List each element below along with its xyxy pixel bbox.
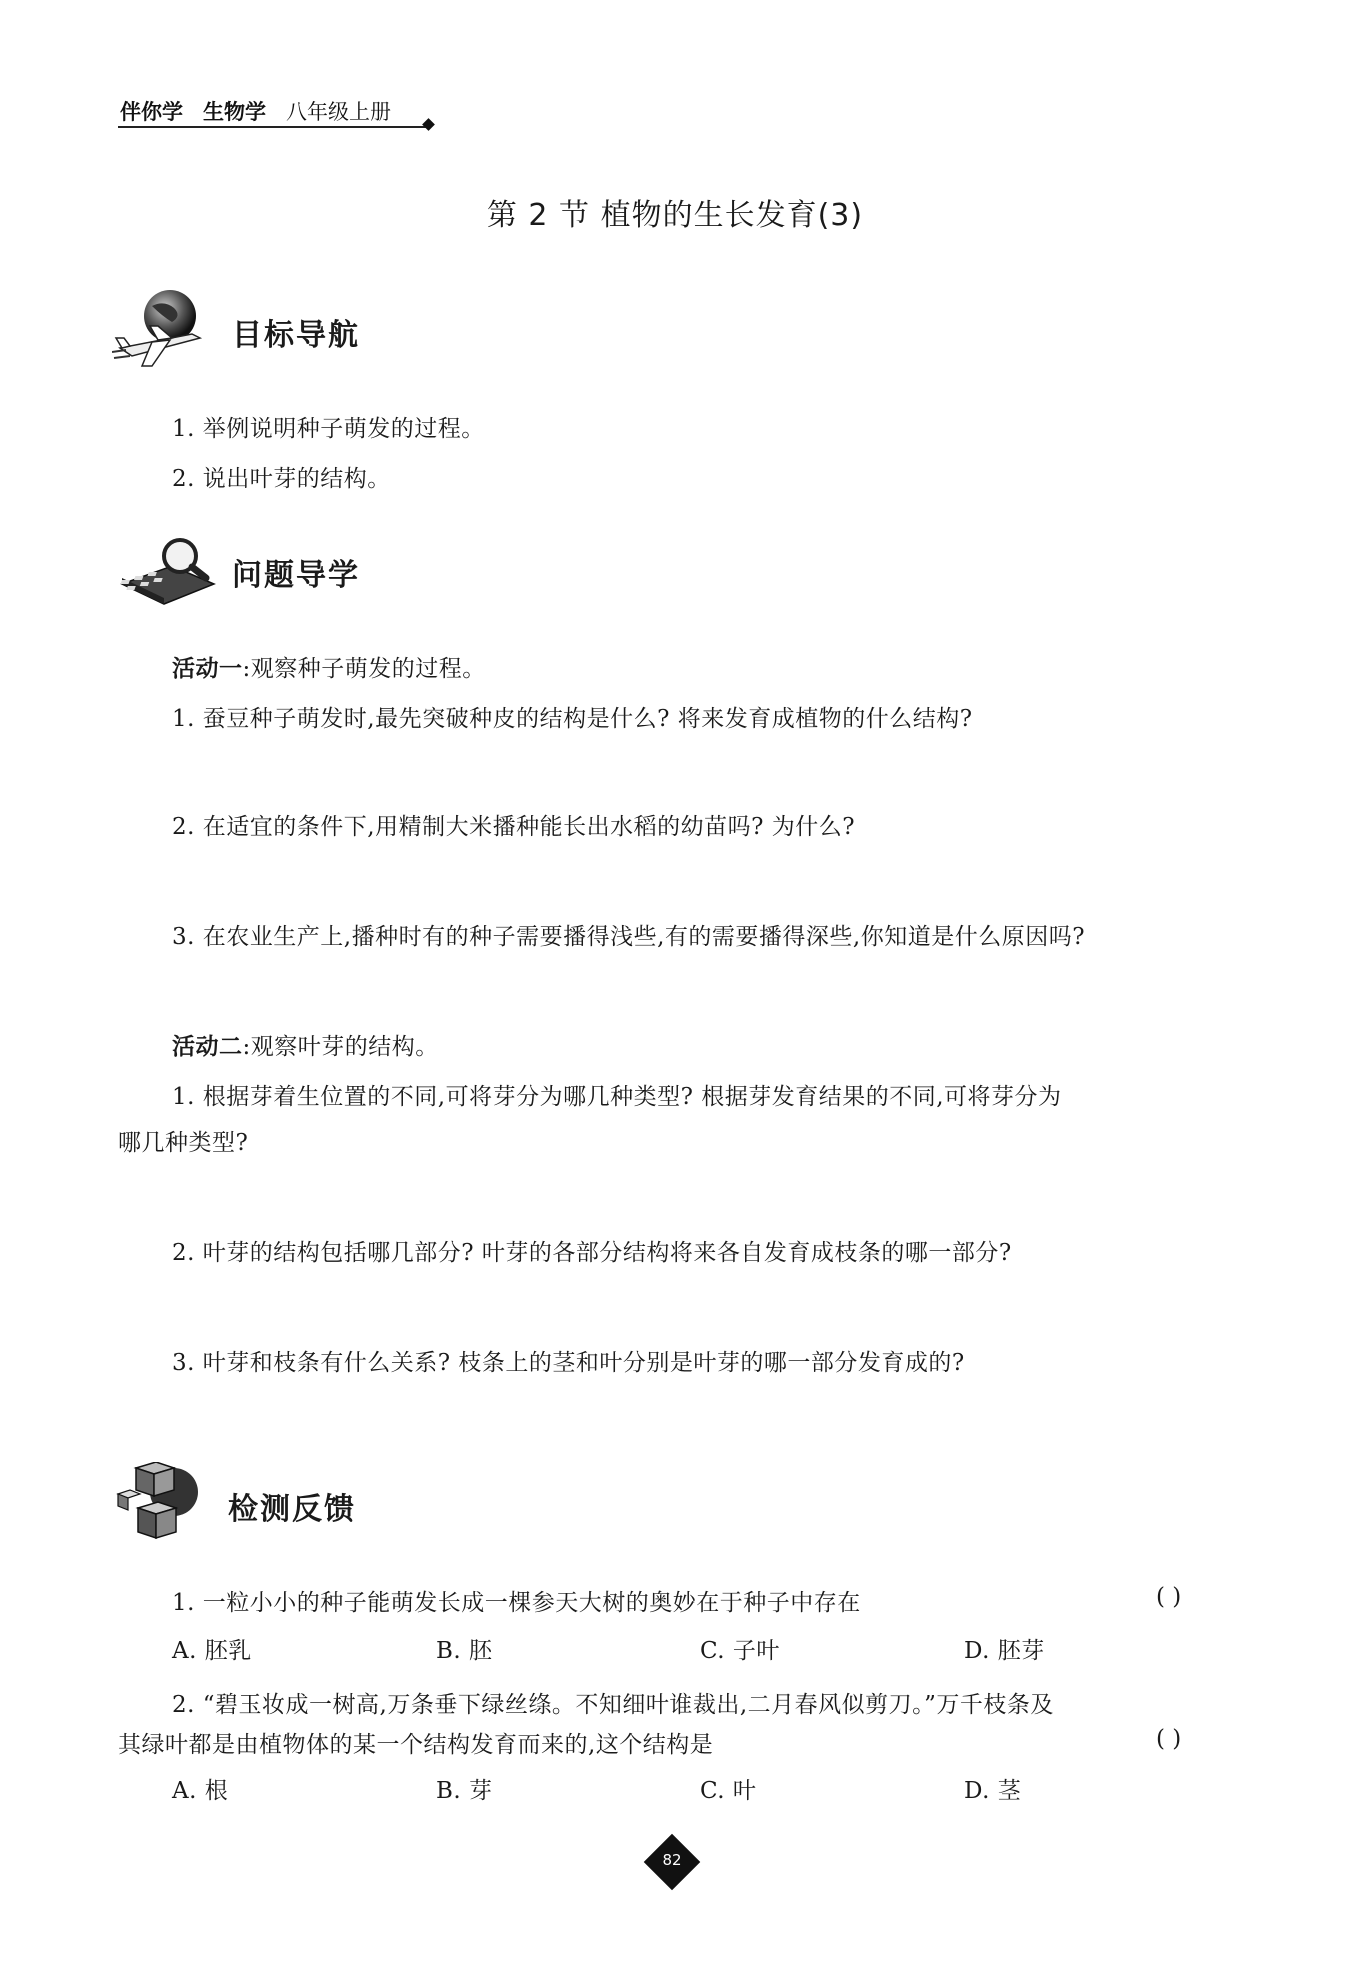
answer-bracket: ( ) xyxy=(1156,1726,1182,1752)
quiz-question-1: 1. 一粒小小的种子能萌发长成一棵参天大树的奥妙在于种子中存在 xyxy=(172,1590,861,1616)
activity-2-text: :观察叶芽的结构。 xyxy=(242,1034,439,1060)
question-text: 3. 在农业生产上,播种时有的种子需要播得浅些,有的需要播得深些,你知道是什么原因吗? xyxy=(172,924,1086,950)
option-a: A. 根 xyxy=(172,1778,229,1804)
option-d: D. 胚芽 xyxy=(964,1638,1045,1664)
section-heading-objectives: 目标导航 xyxy=(232,318,360,353)
option-c: C. 叶 xyxy=(700,1778,757,1804)
quiz-question-2: 2. “碧玉妆成一树高,万条垂下绿丝绦。不知细叶谁裁出,二月春风似剪刀。”万千枝条及 xyxy=(172,1692,1054,1718)
section-heading-guide: 问题导学 xyxy=(232,558,360,593)
header-series: 伴你学 xyxy=(120,100,183,124)
option-b: B. 胚 xyxy=(436,1638,493,1664)
objective-item: 1. 举例说明种子萌发的过程。 xyxy=(172,416,485,442)
option-a: A. 胚乳 xyxy=(172,1638,252,1664)
header-grade: 八年级上册 xyxy=(286,100,391,124)
3d-cubes-icon xyxy=(116,1462,212,1540)
page-title: 第 2 节 植物的生长发育(3) xyxy=(486,198,864,233)
option-c: C. 子叶 xyxy=(700,1638,780,1664)
section-heading-feedback: 检测反馈 xyxy=(228,1492,356,1527)
option-d: D. 茎 xyxy=(964,1778,1022,1804)
activity-2-label: 活动二 xyxy=(172,1033,243,1060)
header-diamond-icon xyxy=(422,118,435,131)
activity-2-title xyxy=(172,1028,439,1061)
question-text-continued: 哪几种类型? xyxy=(118,1130,249,1156)
objective-item: 2. 说出叶芽的结构。 xyxy=(172,466,391,492)
activity-1-text: :观察种子萌发的过程。 xyxy=(242,656,486,682)
question-text: 2. 在适宜的条件下,用精制大米播种能长出水稻的幼苗吗? 为什么? xyxy=(172,814,856,840)
quiz-question-2-continued: 其绿叶都是由植物体的某一个结构发育而来的,这个结构是 xyxy=(118,1732,714,1758)
option-b: B. 芽 xyxy=(436,1778,493,1804)
question-text: 3. 叶芽和枝条有什么关系? 枝条上的茎和叶分别是叶芽的哪一部分发育成的? xyxy=(172,1350,965,1376)
header-subject: 生物学 xyxy=(203,100,266,124)
airplane-globe-icon xyxy=(112,286,212,374)
question-text: 1. 根据芽着生位置的不同,可将芽分为哪几种类型? 根据芽发育结果的不同,可将芽分为 xyxy=(172,1084,1062,1110)
question-text: 1. 蚕豆种子萌发时,最先突破种皮的结构是什么? 将来发育成植物的什么结构? xyxy=(172,706,973,732)
question-text: 2. 叶芽的结构包括哪几部分? 叶芽的各部分结构将来各自发育成枝条的哪一部分? xyxy=(172,1240,1012,1266)
page-number: 82 xyxy=(662,1851,682,1869)
answer-bracket: ( ) xyxy=(1156,1584,1182,1610)
header-rule xyxy=(118,126,430,128)
activity-1-title xyxy=(172,650,486,683)
magnifier-keyboard-icon xyxy=(118,536,218,606)
running-header xyxy=(120,96,391,126)
activity-1-label: 活动一 xyxy=(172,655,243,682)
